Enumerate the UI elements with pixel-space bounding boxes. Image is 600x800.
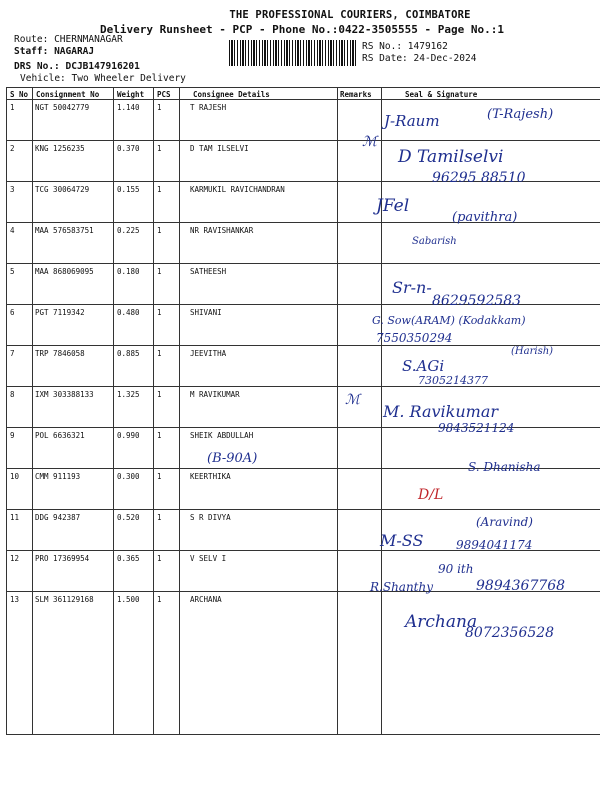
- cell-consignee: NR RAVISHANKAR: [190, 226, 254, 235]
- cell-consignment-no: NGT 50042779: [35, 103, 90, 112]
- sig-row12: 90 ith: [438, 562, 474, 576]
- sig-row4: Sabarish: [412, 236, 457, 247]
- staff-value: NAGARAJ: [54, 46, 95, 57]
- cell-sno: 4: [10, 226, 15, 235]
- cell-consignment-no: CMM 911193: [35, 472, 81, 481]
- cell-pcs: 1: [157, 267, 162, 276]
- sig-row1: J-Raum: [384, 112, 440, 130]
- cell-sno: 12: [10, 554, 20, 563]
- cell-consignee: T RAJESH: [190, 103, 227, 112]
- cell-pcs: 1: [157, 595, 162, 604]
- name-row12: R.Shanthy: [370, 580, 434, 594]
- rs-no-value: 1479162: [407, 41, 448, 52]
- cell-pcs: 1: [157, 308, 162, 317]
- staff-line: [14, 46, 94, 57]
- cell-pcs: 1: [157, 513, 162, 522]
- table-row: [7, 469, 600, 510]
- cell-pcs: 1: [157, 226, 162, 235]
- cell-sno: 1: [10, 103, 15, 112]
- cell-consignment-no: KNG 1256235: [35, 144, 85, 153]
- cell-pcs: 1: [157, 554, 162, 563]
- col-header-consignment: Consignment No: [36, 90, 100, 99]
- staff-label: Staff:: [14, 46, 49, 57]
- cell-weight: 0.155: [117, 185, 140, 194]
- route-line: [14, 34, 123, 45]
- cell-pcs: 1: [157, 349, 162, 358]
- col-header-weight: Weight: [117, 90, 145, 99]
- cell-consignment-no: MAA 868069095: [35, 267, 94, 276]
- name-row8: M. Ravikumar: [383, 402, 499, 421]
- cell-consignment-no: TCG 30064729: [35, 185, 90, 194]
- cell-consignment-no: PGT 7119342: [35, 308, 85, 317]
- cell-weight: 0.370: [117, 144, 140, 153]
- sig-row5: Sr-n-: [392, 278, 432, 297]
- cell-sno: 11: [10, 513, 20, 522]
- barcode: [229, 40, 357, 66]
- cell-sno: 8: [10, 390, 15, 399]
- tick-mark: ℳ: [362, 134, 377, 150]
- cell-weight: 0.365: [117, 554, 140, 563]
- phone-row2: 96295 88510: [432, 170, 526, 186]
- phone-row6: 7550350294: [376, 331, 453, 345]
- cell-sno: 13: [10, 595, 20, 604]
- cell-sno: 6: [10, 308, 15, 317]
- cell-sno: 9: [10, 431, 15, 440]
- drs-line: [14, 61, 140, 72]
- vehicle-value: Two Wheeler Delivery: [71, 73, 186, 84]
- phone-row12: 9894367768: [476, 578, 566, 594]
- cell-sno: 5: [10, 267, 15, 276]
- cell-weight: 0.885: [117, 349, 140, 358]
- phone-row11: 9894041174: [456, 538, 533, 552]
- cell-pcs: 1: [157, 103, 162, 112]
- name-row3: (pavithra): [452, 210, 518, 225]
- cell-consignee: D TAM ILSELVI: [190, 144, 249, 153]
- rs-date-label: RS Date:: [362, 53, 408, 64]
- note-row9: (B-90A): [207, 451, 258, 466]
- cell-consignee: S R DIVYA: [190, 513, 231, 522]
- table-row: [7, 223, 600, 264]
- cell-weight: 0.990: [117, 431, 140, 440]
- cell-weight: 1.140: [117, 103, 140, 112]
- cell-sno: 10: [10, 472, 20, 481]
- cell-consignee: KEERTHIKA: [190, 472, 231, 481]
- name-row13: Archana: [405, 612, 478, 632]
- cell-consignment-no: DDG 942387: [35, 513, 81, 522]
- col-header-seal-signature: Seal & Signature: [405, 90, 478, 99]
- rs-no-label: RS No.:: [362, 41, 403, 52]
- cell-pcs: 1: [157, 144, 162, 153]
- cell-consignee: SHIVANI: [190, 308, 222, 317]
- vehicle-line: [20, 73, 186, 84]
- cell-weight: 1.325: [117, 390, 140, 399]
- cell-sno: 7: [10, 349, 15, 358]
- cell-consignee: V SELV I: [190, 554, 227, 563]
- phone-row5: 8629592583: [432, 293, 522, 309]
- cell-consignee: SATHEESH: [190, 267, 227, 276]
- cell-consignment-no: PRO 17369954: [35, 554, 90, 563]
- cell-consignee: JEEVITHA: [190, 349, 227, 358]
- name-row6: G. Sow(ARAM) (Kodakkam): [372, 314, 526, 327]
- name-row2: D Tamilselvi: [398, 147, 504, 167]
- sig-row7: S.AGi: [402, 357, 445, 375]
- cell-consignment-no: SLM 361129168: [35, 595, 94, 604]
- name-row10: S. Dhanisha: [468, 460, 541, 474]
- tick-mark-row8: ℳ: [345, 392, 360, 408]
- col-header-pcs: PCS: [157, 90, 171, 99]
- cell-weight: 0.480: [117, 308, 140, 317]
- cell-weight: 1.500: [117, 595, 140, 604]
- col-header-consignee: Consignee Details: [193, 90, 270, 99]
- rs-date-line: [362, 53, 476, 64]
- cell-sno: 3: [10, 185, 15, 194]
- cell-sno: 2: [10, 144, 15, 153]
- rs-date-value: 24-Dec-2024: [413, 53, 477, 64]
- cell-weight: 0.520: [117, 513, 140, 522]
- dl-mark-row10: D/L: [418, 487, 444, 503]
- drs-value: DCJB147916201: [65, 61, 140, 72]
- cell-consignment-no: MAA 576583751: [35, 226, 94, 235]
- cell-weight: 0.300: [117, 472, 140, 481]
- route-label: Route:: [14, 34, 49, 45]
- runsheet-title: Delivery Runsheet - PCP - Phone No.:0422-3505555 - Page No.:1: [100, 23, 504, 36]
- sig-row11: M-SS: [380, 531, 424, 550]
- sig-row3: JFel: [376, 196, 410, 216]
- cell-weight: 0.180: [117, 267, 140, 276]
- cell-weight: 0.225: [117, 226, 140, 235]
- cell-pcs: 1: [157, 472, 162, 481]
- cell-consignee: SHEIK ABDULLAH: [190, 431, 254, 440]
- rs-no-line: [362, 41, 448, 52]
- cell-consignee: M RAVIKUMAR: [190, 390, 240, 399]
- cell-consignment-no: TRP 7846058: [35, 349, 85, 358]
- col-header-sno: S No: [10, 90, 29, 99]
- name-row7: (Harish): [511, 346, 554, 357]
- cell-pcs: 1: [157, 431, 162, 440]
- name-row1: (T-Rajesh): [487, 107, 554, 122]
- cell-pcs: 1: [157, 390, 162, 399]
- cell-pcs: 1: [157, 185, 162, 194]
- cell-consignment-no: POL 6636321: [35, 431, 85, 440]
- col-header-remarks: Remarks: [340, 90, 372, 99]
- cell-consignment-no: IXM 303388133: [35, 390, 94, 399]
- phone-row8: 9843521124: [438, 421, 515, 435]
- route-value: CHERNMANAGAR: [54, 34, 123, 45]
- drs-label: DRS No.:: [14, 61, 60, 72]
- vehicle-label: Vehicle:: [20, 73, 66, 84]
- phone-row13: 8072356528: [465, 625, 555, 641]
- name-row11: (Aravind): [476, 515, 533, 529]
- cell-consignee: KARMUKIL RAVICHANDRAN: [190, 185, 285, 194]
- company-title: THE PROFESSIONAL COURIERS, COIMBATORE: [229, 9, 471, 21]
- cell-consignee: ARCHANA: [190, 595, 222, 604]
- phone-row7: 7305214377: [418, 374, 488, 387]
